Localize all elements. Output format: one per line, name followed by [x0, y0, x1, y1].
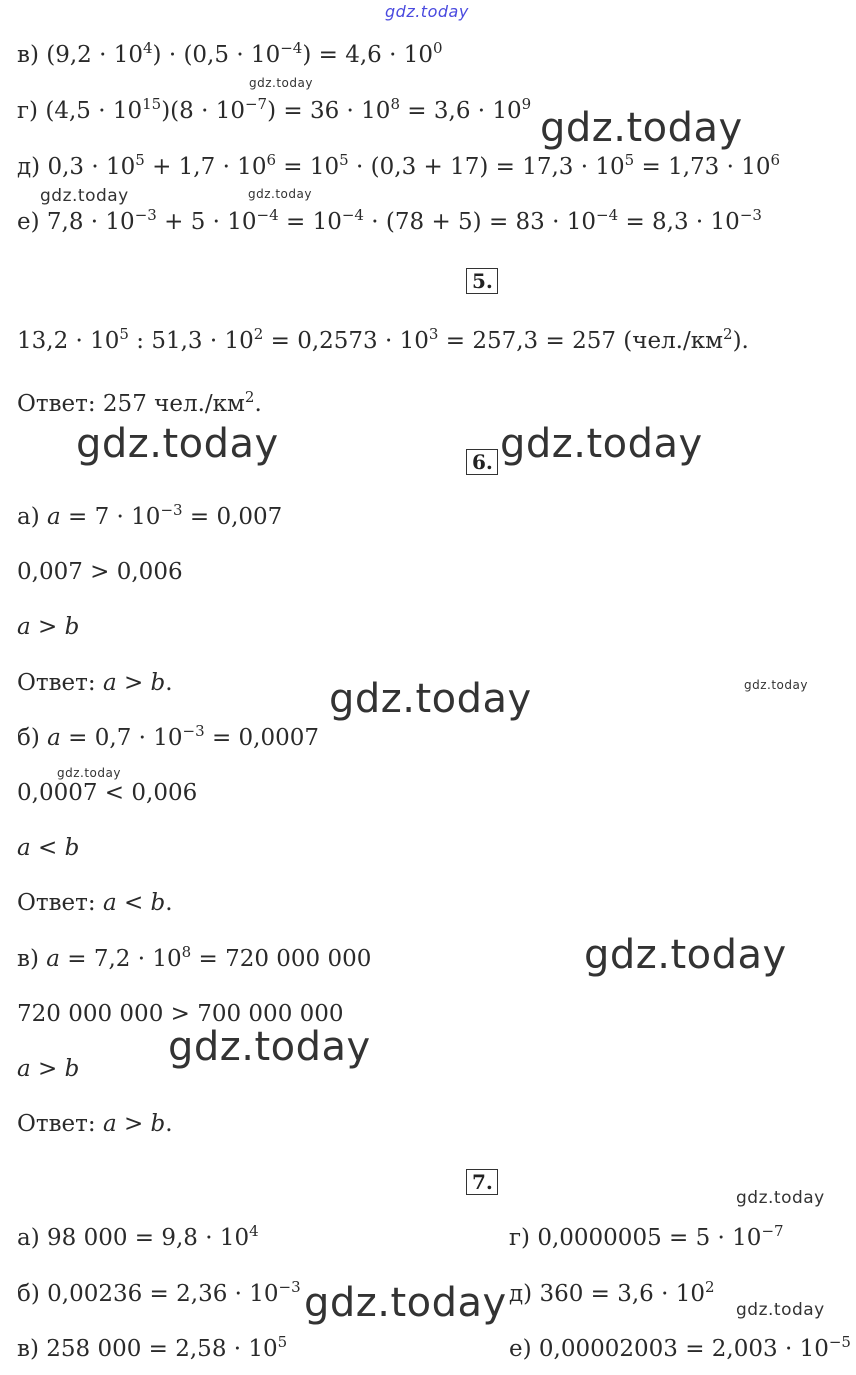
task7-g: г) $0,0000005 = 5 \cdot 10^{-7}$ — [509, 1222, 784, 1251]
task6-c-line3: a > b — [17, 1056, 80, 1082]
task6-a-answer: Ответ: a > b. — [17, 670, 173, 696]
task7-d: д) $360 = 3,6 \cdot 10^2$ — [509, 1278, 715, 1307]
watermark-large: gdz.today — [584, 932, 787, 978]
task7-b: б) $0,00236 = 2,36 \cdot 10^{-3}$ — [17, 1278, 301, 1307]
task7-e: е) $0,00002003 = 2,003 \cdot 10^{-5}$ — [509, 1333, 851, 1362]
watermark-large: gdz.today — [304, 1280, 507, 1326]
task6-b-line1: б) $a = 0,7 \cdot 10^{-3} = 0,0007$ — [17, 722, 320, 751]
watermark-large: gdz.today — [540, 105, 743, 151]
watermark-medium: gdz.today — [736, 1300, 825, 1320]
task6-c-line2: 720 000 000 > 700 000 000 — [17, 1001, 344, 1027]
watermark-large: gdz.today — [329, 676, 532, 722]
task-number-7: 7. — [466, 1169, 498, 1195]
watermark-medium: gdz.today — [736, 1188, 825, 1208]
task7-v: в) 258 $000 = 2,58 \cdot 10^5$ — [17, 1333, 288, 1362]
task6-c-answer: Ответ: a > b. — [17, 1111, 173, 1137]
task6-a-line3: a > b — [17, 614, 80, 640]
watermark-large: gdz.today — [168, 1024, 371, 1070]
equation-4d: д) $0,3 \cdot 10^5 + 1,7 \cdot 10^6 = 10^5 \cdot (0,3 + 17) = 17,3 \cdot 10^5 = 1,73 \cdot 10^6$ — [17, 151, 781, 180]
task6-a-line1: а) $a = 7 \cdot 10^{-3} = 0,007$ — [17, 501, 283, 530]
watermark-top[interactable]: gdz.today — [385, 2, 469, 21]
watermark-large: gdz.today — [500, 421, 703, 467]
task7-a: а) 98 $000 = 9,8 \cdot 10^4$ — [17, 1222, 259, 1251]
equation-4v: в) $(9,2 \cdot 10^4) \cdot (0,5 \cdot 10^{-4}) = 4,6 \cdot 10^0$ — [17, 39, 443, 68]
task6-a-line2: 0,007 > 0,006 — [17, 559, 183, 585]
watermark-small: gdz.today — [744, 678, 808, 692]
task5-answer: Ответ: 257 $чел./км^2$. — [17, 388, 262, 417]
watermark-large: gdz.today — [76, 421, 279, 467]
task6-b-answer: Ответ: a < b. — [17, 890, 173, 916]
watermark-small: gdz.today — [248, 187, 312, 201]
equation-4e: е) $7,8 \cdot 10^{-3} + 5 \cdot 10^{-4} = 10^{-4} \cdot (78 + 5) = 83 \cdot 10^{-4} = 8,3 \cdot 10^{-3}$ — [17, 206, 762, 235]
watermark-medium: gdz.today — [40, 186, 129, 206]
task6-b-line3: a < b — [17, 835, 80, 861]
watermark-small: gdz.today — [249, 76, 313, 90]
task-number-5: 5. — [466, 268, 498, 294]
task-number-6: 6. — [466, 449, 498, 475]
task6-b-line2: 0,0007 < 0,006 — [17, 780, 198, 806]
task6-c-line1: в) $a = 7,2 \cdot 10^8 = 720$ 000 000 — [17, 943, 372, 972]
watermark-small: gdz.today — [57, 766, 121, 780]
equation-4g: г) $(4,5 \cdot 10^{15})(8 \cdot 10^{-7}) = 36 \cdot 10^8 = 3,6 \cdot 10^9$ — [17, 95, 532, 124]
task5-calculation: $13,2 \cdot 10^5$ : $51,3 \cdot 10^2 = 0,2573 \cdot 10^3 = 257,3 = 257$ $(чел./км^2)$. — [17, 325, 749, 354]
